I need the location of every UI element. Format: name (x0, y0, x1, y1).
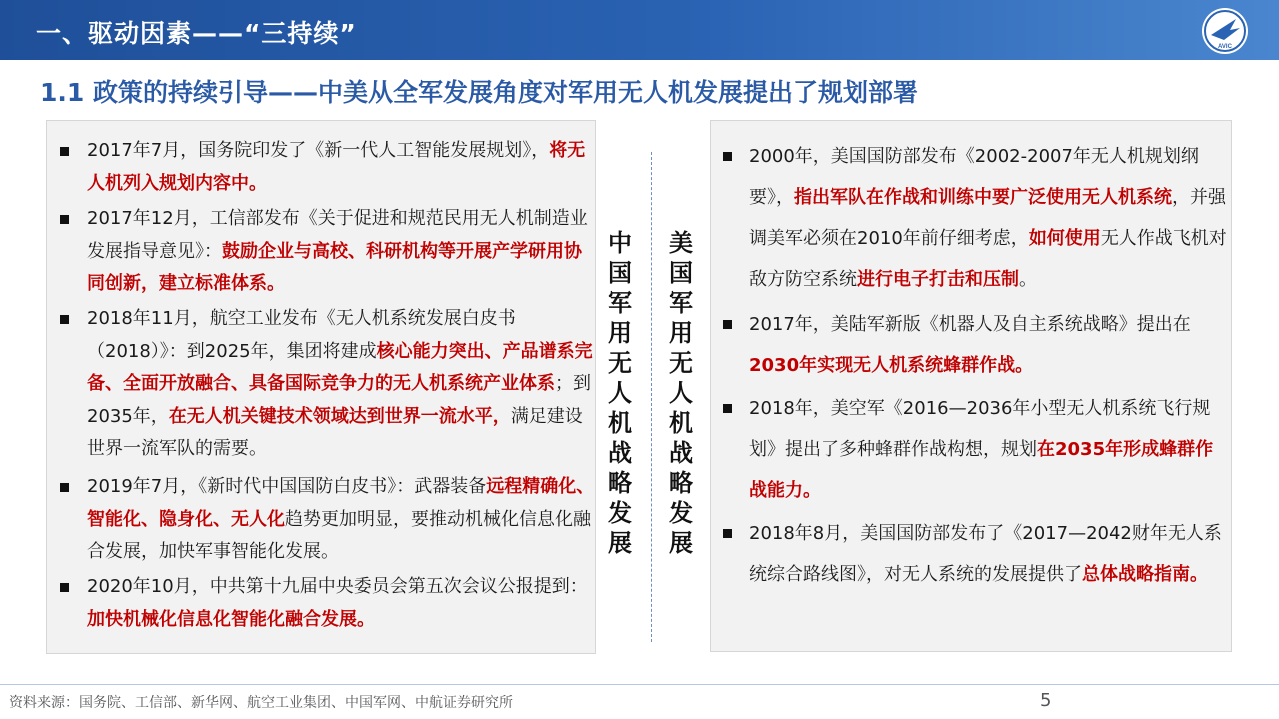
bullet-icon (723, 529, 732, 538)
item-text (87, 576, 588, 630)
body-text: 无人作战飞机对敌方防空系统 (749, 228, 1227, 290)
body-text: 2017年12月，工信部发布《关于促进和规范民用无人机制造业发展指导意见》： (87, 208, 588, 262)
body-text: 2000年，美国国防部发布《2002-2007年无人机规划纲要》， (749, 146, 1199, 208)
highlight-text: 2030年实现无人机系统蜂群作战。 (749, 355, 1034, 376)
item-text (749, 146, 1227, 290)
body-text: 2017年，美陆军新版《机器人及自主系统战略》提出在 (749, 314, 1191, 335)
body-text: 2019年7月，《新时代中国国防白皮书》：武器装备 (87, 476, 487, 497)
bullet-icon (723, 404, 732, 413)
footer-divider (0, 684, 1279, 685)
list-item (87, 471, 595, 569)
highlight-text: 进行电子打击和压制 (857, 269, 1019, 290)
china-policy-panel (46, 120, 596, 654)
list-item (749, 513, 1227, 595)
item-text (749, 398, 1213, 501)
item-text (87, 308, 593, 459)
list-item (749, 136, 1227, 300)
body-text: 趋势更加明显，要推动机械化信息化融合发展，加快军事智能化发展。 (87, 508, 591, 562)
body-text: 2020年10月，中共第十九届中央委员会第五次会议公报提到： (87, 576, 588, 597)
highlight-text: 加快机械化信息化智能化融合发展。 (87, 608, 375, 630)
header-bar (0, 0, 1279, 60)
item-text (749, 523, 1222, 585)
list-item (87, 571, 595, 636)
item-text (87, 208, 588, 294)
list-item (87, 203, 595, 301)
body-text: ；到2035年， (87, 373, 591, 427)
page-subtitle: 1.1 政策的持续引导——中美从全军发展角度对军用无人机发展提出了规划部署 (40, 78, 918, 107)
list-item (749, 388, 1227, 511)
body-text: 。 (1019, 269, 1037, 290)
china-strategy-label: 中国军用无人机战略发展 (608, 229, 632, 557)
bullet-icon (60, 483, 69, 492)
header-title: 一、驱动因素——“三持续” (36, 19, 357, 48)
body-text: 2018年11月，航空工业发布《无人机系统发展白皮书（2018）》：到2025年，集团将建成 (87, 308, 516, 362)
bullet-icon (60, 147, 69, 156)
body-text: ，并强调美军必须在2010年前仔细考虑， (749, 187, 1226, 249)
highlight-text: 远程精确化、智能化、隐身化、无人化 (87, 476, 595, 530)
bullet-icon (60, 315, 69, 324)
body-text: 2018年，美空军《2016—2036年小型无人机系统飞行规划》提出了多种蜂群作战构想，规划 (749, 398, 1211, 460)
item-text (87, 476, 594, 562)
logo-text: AVIC (1218, 44, 1232, 50)
list-item (749, 304, 1227, 386)
body-text: 2017年7月，国务院印发了《新一代人工智能发展规划》， (87, 140, 550, 161)
page-number: 5 (1040, 690, 1052, 711)
highlight-text: 在2035年形成蜂群作战能力。 (749, 439, 1214, 501)
list-item (87, 303, 595, 466)
highlight-text: 如何使用 (1028, 228, 1101, 249)
bullet-icon (60, 215, 69, 224)
bullet-icon (723, 320, 732, 329)
avic-logo-icon (1202, 8, 1248, 54)
bullet-icon (60, 583, 69, 592)
body-text: 2018年8月，美国国防部发布了《2017—2042财年无人系统综合路线图》，对无人系统的发展提供了 (749, 523, 1222, 585)
us-strategy-label: 美国军用无人机战略发展 (669, 229, 693, 557)
highlight-text: 将无人机列入规划内容中。 (87, 140, 586, 194)
bullet-icon (723, 152, 732, 161)
us-policy-panel (710, 120, 1232, 652)
item-text (749, 314, 1191, 376)
highlight-text: 指出军队在作战和训练中要广泛使用无人机系统 (794, 187, 1172, 208)
list-item (87, 135, 595, 200)
center-divider (651, 152, 652, 642)
item-text (87, 140, 585, 194)
highlight-text: 鼓励企业与高校、科研机构等开展产学研用协同创新，建立标准体系。 (87, 240, 582, 294)
body-text: 满足建设世界一流军队的需要。 (87, 405, 583, 459)
highlight-text: 总体战略指南。 (1082, 564, 1208, 585)
source-note: 资料来源：国务院、工信部、新华网、航空工业集团、中国军网、中航证券研究所 (9, 695, 513, 711)
highlight-text: 核心能力突出、产品谱系完备、全面开放融合、具备国际竞争力的无人机系统产业体系 (87, 340, 593, 394)
highlight-text: 在无人机关键技术领域达到世界一流水平， (168, 405, 511, 427)
